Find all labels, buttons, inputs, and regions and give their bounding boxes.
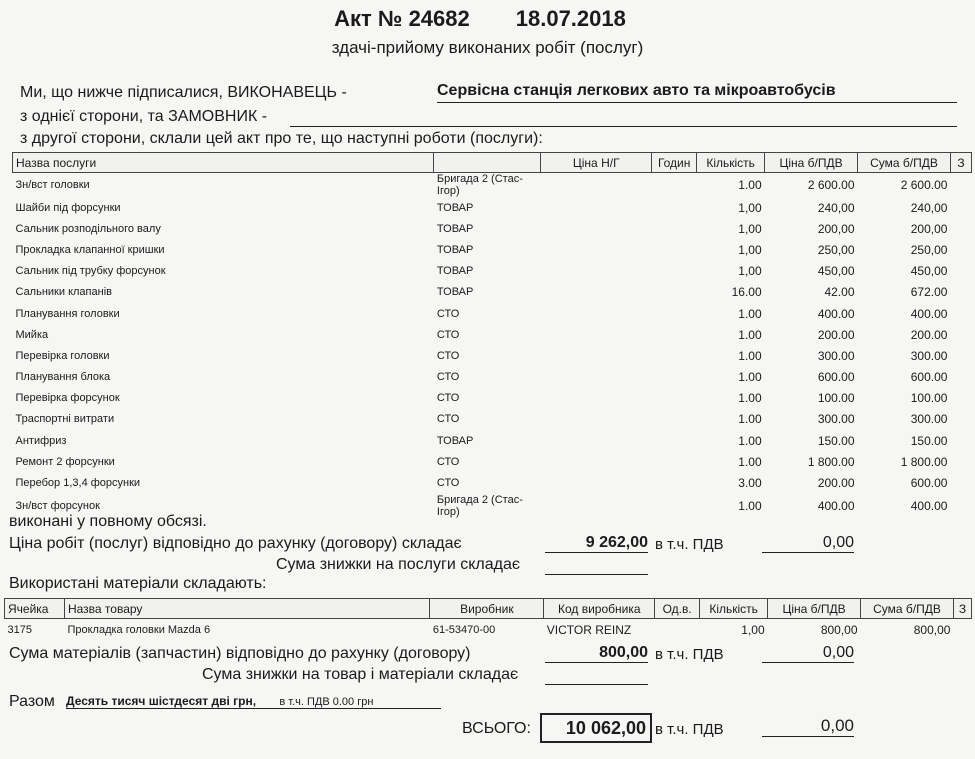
service-type: СТО: [436, 413, 460, 426]
material-sum: 800,00: [913, 622, 951, 637]
service-extra: [950, 324, 971, 345]
service-sum: 2 600.00: [900, 178, 948, 192]
service-hours: [652, 430, 697, 451]
service-extra: [950, 451, 971, 472]
service-sum: 200,00: [910, 221, 948, 236]
service-sum: 1 800.00: [900, 454, 948, 469]
service-price: 100.00: [817, 391, 855, 406]
service-sum: 672.00: [910, 285, 948, 300]
service-quantity: 1,00: [738, 264, 762, 279]
service-price: 240,00: [817, 200, 855, 215]
service-quantity: 1.00: [738, 454, 762, 469]
service-row: [13, 197, 972, 218]
service-sum: 300.00: [910, 412, 948, 427]
service-row: [13, 367, 972, 388]
material-quantity: 1,00: [741, 622, 765, 637]
service-type: ТОВАР: [436, 243, 474, 256]
service-type: Бригада 2 (Стас-Ігор): [436, 173, 523, 197]
service-name: Антифриз: [15, 434, 67, 447]
service-price-ng: [541, 430, 652, 451]
service-extra: [950, 388, 971, 409]
services-price-value: 9 262,00: [545, 534, 648, 553]
col-product-name: Назва товару: [64, 599, 429, 619]
service-quantity: 1.00: [738, 433, 762, 448]
service-price-ng: [541, 303, 652, 324]
service-name: Сальник розподільного валу: [15, 222, 161, 235]
material-unit: [655, 619, 700, 641]
intro-line-1: Ми, що нижче підписалися, ВИКОНАВЕЦЬ -: [20, 84, 347, 101]
service-name: Ремонт 2 форсунки: [15, 455, 115, 468]
service-type: СТО: [436, 477, 460, 490]
service-name: Прокладка клапанної кришки: [15, 243, 165, 256]
service-type: ТОВАР: [436, 201, 474, 214]
col-type: [434, 153, 541, 173]
col-maker-code: Код виробника: [544, 599, 655, 619]
service-row: [13, 324, 972, 345]
service-quantity: 1.00: [738, 327, 762, 342]
services-discount-label: Сума знижки на послуги складає: [276, 556, 521, 573]
materials-sum-value: 800,00: [545, 644, 648, 663]
materials-intro: Використані матеріали складають:: [9, 575, 267, 592]
service-name: Перевірка форсунок: [15, 392, 120, 405]
col-cell: Ячейка: [5, 599, 65, 619]
materials-header-row: [5, 599, 972, 619]
total-vat-value: 0,00: [762, 716, 854, 737]
service-price-ng: [541, 282, 652, 303]
service-extra: [950, 303, 971, 324]
services-table: [12, 152, 972, 518]
customer-line: [290, 126, 957, 127]
materials-vat-label: в т.ч. ПДВ: [655, 646, 724, 663]
service-sum: 600.00: [910, 370, 948, 385]
service-row: [13, 173, 972, 198]
col-mat-price: Ціна б/ПДВ: [768, 599, 861, 619]
service-row: [13, 239, 972, 260]
service-extra: [950, 367, 971, 388]
service-name: Перебор 1,3,4 форсунки: [15, 477, 141, 490]
service-price: 150.00: [817, 433, 855, 448]
service-name: Сальники клапанів: [15, 286, 112, 299]
service-extra: [950, 472, 971, 493]
service-quantity: 1.00: [738, 498, 762, 513]
service-row: [13, 261, 972, 282]
service-row: [13, 388, 972, 409]
service-row: [13, 472, 972, 493]
service-hours: [652, 282, 697, 303]
material-name: Прокладка головки Mazda 6: [67, 623, 211, 636]
service-price-ng: [541, 218, 652, 239]
col-mat-quantity: Кількість: [700, 599, 768, 619]
total-words-label: Разом: [9, 693, 55, 710]
service-extra: [950, 218, 971, 239]
intro-line-3: з другої сторони, склали цей акт про те, що наступні роботи (послуги):: [20, 130, 543, 147]
service-name: Планування головки: [15, 307, 120, 320]
col-price-ng: Ціна Н/Г: [541, 153, 652, 173]
service-extra: [950, 197, 971, 218]
services-vat-label: в т.ч. ПДВ: [655, 536, 724, 553]
service-row: [13, 303, 972, 324]
service-price: 300.00: [817, 412, 855, 427]
service-price: 450,00: [817, 264, 855, 279]
total-words-value: Десять тисяч шістдесят дві грн,: [66, 694, 257, 708]
service-price: 250,00: [817, 242, 855, 257]
total-vat-label: в т.ч. ПДВ: [655, 721, 724, 738]
service-quantity: 1,00: [738, 242, 762, 257]
total-value: 10 062,00: [540, 713, 652, 743]
service-price: 2 600.00: [807, 178, 855, 192]
service-row: [13, 409, 972, 430]
service-extra: [950, 173, 971, 198]
service-price: 1 800.00: [807, 454, 855, 469]
service-price-ng: [541, 451, 652, 472]
service-hours: [652, 494, 697, 518]
service-extra: [950, 239, 971, 260]
service-type: СТО: [436, 349, 460, 362]
service-sum: 150.00: [910, 433, 948, 448]
materials-discount-value: [545, 684, 648, 685]
service-hours: [652, 197, 697, 218]
service-type: Бригада 2 (Стас-Ігор): [436, 493, 523, 518]
service-hours: [652, 239, 697, 260]
service-extra: [950, 345, 971, 366]
service-hours: [652, 367, 697, 388]
service-name: Сальник під трубку форсунок: [15, 265, 166, 278]
service-hours: [652, 173, 697, 198]
materials-table: [4, 598, 972, 640]
service-type: СТО: [436, 455, 460, 468]
service-name: Планування блока: [15, 371, 111, 384]
service-hours: [652, 303, 697, 324]
materials-discount-label: Сума знижки на товар і матеріали складає: [202, 666, 519, 683]
service-hours: [652, 324, 697, 345]
service-price: 300.00: [817, 348, 855, 363]
service-quantity: 1.00: [738, 370, 762, 385]
service-extra: [950, 430, 971, 451]
service-quantity: 1,00: [738, 221, 762, 236]
service-quantity: 1.00: [738, 178, 762, 192]
act-date: 18.07.2018: [515, 6, 626, 31]
service-name: Зн/вст форсунок: [15, 499, 100, 512]
service-price-ng: [541, 388, 652, 409]
total-label: ВСЬОГО:: [462, 720, 531, 737]
service-quantity: 16.00: [731, 285, 762, 300]
service-extra: [950, 409, 971, 430]
material-code: VICTOR REINZ: [546, 622, 632, 637]
service-price-ng: [541, 345, 652, 366]
service-sum: 400.00: [910, 498, 948, 513]
completed-text: виконані у повному обсязі.: [9, 513, 207, 530]
service-price: 400.00: [817, 498, 855, 513]
service-price-ng: [541, 239, 652, 260]
service-type: СТО: [436, 328, 460, 341]
col-quantity: Кількість: [697, 153, 765, 173]
service-hours: [652, 345, 697, 366]
col-price-no-vat: Ціна б/ПДВ: [765, 153, 858, 173]
service-quantity: 1,00: [738, 200, 762, 215]
material-cell: 3175: [7, 623, 32, 636]
services-discount-value: [545, 574, 648, 575]
service-type: ТОВАР: [436, 286, 474, 299]
service-extra: [950, 261, 971, 282]
material-row: [5, 619, 972, 641]
contractor-name: Сервісна станція легкових авто та мікроавтобусів: [437, 82, 957, 103]
service-sum: 250,00: [910, 242, 948, 257]
service-sum: 300.00: [910, 348, 948, 363]
services-header-row: [13, 153, 972, 173]
col-unit: Од.в.: [655, 599, 700, 619]
material-maker: 61-53470-00: [432, 623, 496, 636]
service-price: 400.00: [817, 306, 855, 321]
document-title: [0, 6, 960, 32]
service-price-ng: [541, 324, 652, 345]
service-name: Траспортні витрати: [15, 413, 115, 426]
service-price: 200.00: [817, 476, 855, 491]
service-type: ТОВАР: [436, 434, 474, 447]
service-name: Шайби під форсунки: [15, 201, 121, 214]
service-hours: [652, 261, 697, 282]
service-type: СТО: [436, 307, 460, 320]
service-type: ТОВАР: [436, 265, 474, 278]
service-row: [13, 218, 972, 239]
service-type: ТОВАР: [436, 222, 474, 235]
service-price-ng: [541, 472, 652, 493]
service-sum: 100.00: [910, 391, 948, 406]
service-hours: [652, 388, 697, 409]
service-price: 200.00: [817, 327, 855, 342]
service-price-ng: [541, 197, 652, 218]
total-words-vat: в т.ч. ПДВ 0.00 грн: [279, 696, 374, 708]
service-hours: [652, 218, 697, 239]
service-row: [13, 451, 972, 472]
service-name: Мийка: [15, 328, 49, 341]
service-quantity: 1.00: [738, 306, 762, 321]
service-sum: 600.00: [910, 476, 948, 491]
col-service-name: Назва послуги: [13, 153, 434, 173]
col-sum-no-vat: Сума б/ПДВ: [858, 153, 951, 173]
service-price: 200,00: [817, 221, 855, 236]
service-quantity: 3.00: [738, 476, 762, 491]
col-extra: З: [950, 153, 971, 173]
col-hours: Годин: [652, 153, 697, 173]
service-type: СТО: [436, 392, 460, 405]
service-price-ng: [541, 173, 652, 198]
col-mat-extra: З: [953, 599, 971, 619]
service-hours: [652, 472, 697, 493]
service-price: 600.00: [817, 370, 855, 385]
service-sum: 450,00: [910, 264, 948, 279]
document-subtitle: здачі-прийому виконаних робіт (послуг): [331, 38, 644, 57]
service-sum: 400.00: [910, 306, 948, 321]
service-extra: [950, 494, 971, 518]
col-mat-sum: Сума б/ПДВ: [861, 599, 954, 619]
service-name: Перевірка головки: [15, 349, 110, 362]
service-hours: [652, 451, 697, 472]
service-price-ng: [541, 261, 652, 282]
col-maker: Виробник: [430, 599, 544, 619]
service-quantity: 1.00: [738, 348, 762, 363]
service-sum: 200.00: [910, 327, 948, 342]
materials-sum-label: Сума матеріалів (запчастин) відповідно до рахунку (договору): [9, 645, 471, 662]
service-name: Зн/вст головки: [15, 179, 90, 191]
total-words: [66, 694, 441, 709]
service-price: 42.00: [824, 285, 855, 300]
materials-vat-value: 0,00: [762, 644, 854, 663]
service-extra: [950, 282, 971, 303]
intro-line-2: з однієї сторони, та ЗАМОВНИК -: [20, 108, 268, 125]
service-type: СТО: [436, 371, 460, 384]
service-row: [13, 345, 972, 366]
service-quantity: 1.00: [738, 391, 762, 406]
services-vat-value: 0,00: [762, 534, 854, 553]
service-price-ng: [541, 409, 652, 430]
service-price-ng: [541, 494, 652, 518]
material-extra: [953, 619, 971, 641]
service-price-ng: [541, 367, 652, 388]
service-quantity: 1.00: [738, 412, 762, 427]
service-hours: [652, 409, 697, 430]
act-number: Акт № 24682: [334, 6, 470, 31]
services-price-label: Ціна робіт (послуг) відповідно до рахунку (договору) складає: [9, 535, 462, 552]
service-row: [13, 282, 972, 303]
service-row: [13, 430, 972, 451]
material-price: 800,00: [820, 622, 858, 637]
service-sum: 240,00: [910, 200, 948, 215]
